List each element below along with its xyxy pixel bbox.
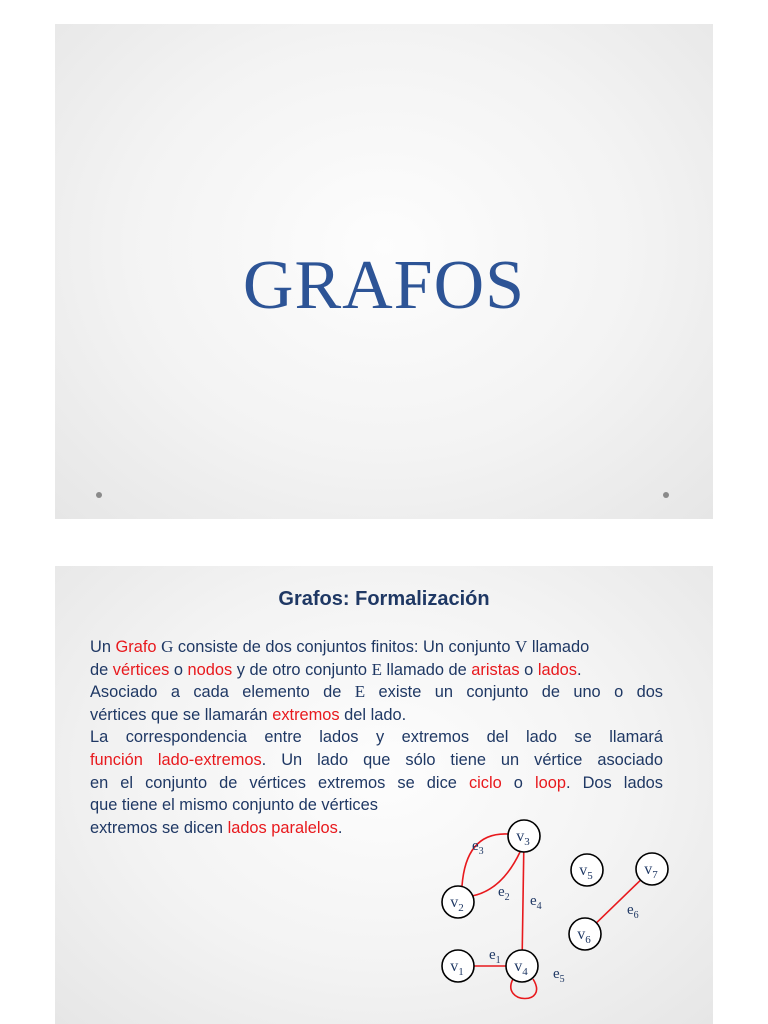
text-segment: vértices que se llamarán [90, 705, 273, 724]
vertex-label-v5: $v_5$ [579, 862, 593, 882]
highlighted-term: lados [537, 660, 577, 679]
slide-title: GRAFOS [242, 247, 526, 324]
math-symbol: V [515, 637, 528, 656]
edge-label-e4: $e_4$ [530, 893, 542, 912]
vertex-label-v6: $v_6$ [577, 926, 591, 946]
slide-heading: Grafos: Formalización [278, 588, 490, 610]
text-segment: extremos se dicen [90, 818, 228, 837]
vertex-label-v3: $v_3$ [516, 828, 530, 848]
slide-dot-left [96, 492, 102, 498]
highlighted-term: ciclo [468, 773, 502, 792]
math-symbol: E [371, 659, 382, 679]
edge-label-e6: $e_6$ [627, 902, 639, 921]
highlighted-term: vértices [112, 660, 170, 679]
edge-label-e5: $e_5$ [553, 966, 565, 985]
text-segment: de [90, 660, 113, 679]
edge-label-e3: $e_3$ [472, 838, 484, 857]
highlighted-term: aristas [471, 660, 520, 679]
text-segment: Un [90, 638, 116, 656]
text-segment: del lado. [339, 705, 407, 724]
title-slide [55, 24, 713, 519]
edge-e3 [462, 834, 508, 886]
text-segment: llamado [527, 638, 590, 656]
highlighted-term: loop [534, 773, 566, 792]
content-slide [55, 566, 713, 1024]
text-segment: La correspondencia entre lados y extremos del lado se llamará [90, 728, 663, 747]
text-segment: . [577, 660, 582, 679]
vertex-label-v1: $v_1$ [450, 958, 464, 978]
edge-e4 [522, 852, 524, 950]
text-segment: en el conjunto de vértices extremos se dice [90, 773, 469, 792]
edge-label-e2: $e_2$ [498, 884, 510, 903]
graph-diagram [55, 566, 713, 1024]
text-segment: Asociado a cada elemento de [90, 683, 355, 702]
text-segment: . Un lado que sólo tiene un vértice asociado [261, 750, 663, 769]
text-segment: o [169, 660, 188, 679]
edge-label-e1: $e_1$ [489, 947, 501, 966]
text-segment: o [519, 660, 538, 679]
text-segment: consiste de dos conjuntos finitos: Un conjunto [173, 638, 516, 656]
vertex-label-v7: $v_7$ [644, 861, 658, 881]
text-segment: y de otro conjunto [232, 660, 372, 679]
math-symbol: E [354, 682, 366, 702]
highlighted-term: función lado-extremos [90, 750, 262, 769]
text-segment: o [501, 773, 535, 792]
text-segment: . [337, 818, 343, 837]
vertex-label-v4: $v_4$ [514, 958, 528, 978]
text-segment: que tiene el mismo conjunto de vértices [90, 796, 378, 815]
text-segment: . Dos lados [565, 773, 663, 792]
math-symbol: G [161, 637, 174, 656]
highlighted-term: Grafo [115, 638, 157, 656]
highlighted-term: extremos [272, 705, 340, 724]
slide-dot-right [663, 492, 669, 498]
text-segment: existe un conjunto de uno o dos [365, 683, 664, 702]
text-segment: llamado de [382, 660, 472, 679]
vertex-label-v2: $v_2$ [450, 894, 464, 914]
edge-e2 [472, 852, 520, 896]
highlighted-term: lados paralelos [227, 818, 338, 837]
highlighted-term: nodos [187, 660, 233, 679]
